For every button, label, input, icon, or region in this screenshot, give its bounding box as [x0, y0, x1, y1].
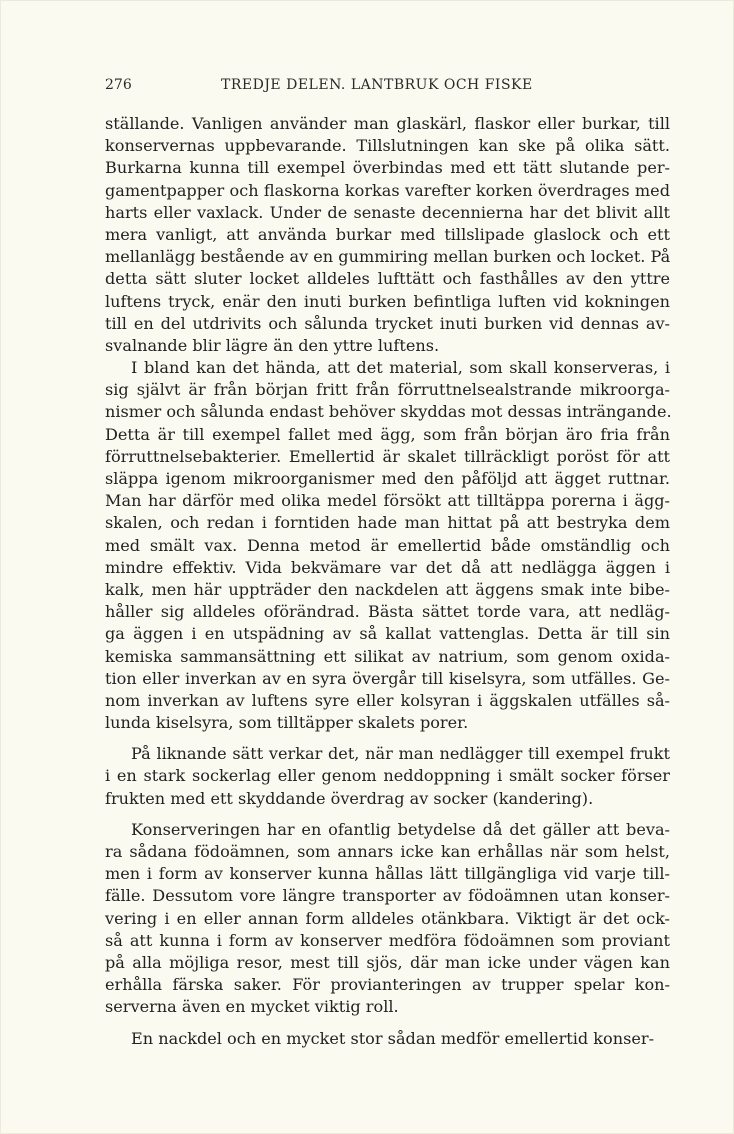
text-line: men i form av konserver kunna hållas lätt tillgängliga vid varje till- [105, 864, 670, 884]
text-line: serverna även en mycket viktig roll. [105, 997, 399, 1017]
text-line: mellanlägg bestående av en gummiring mellan burken och locket. På [105, 247, 671, 267]
text-line: till en del utdrivits och sålunda trycket inuti burken vid dennas av- [105, 313, 670, 333]
text-line: nom inverkan av luftens syre eller kolsyran i äggskalen utfälles så- [105, 690, 670, 710]
text-line: förruttnelsebakterier. Emellertid är skalet tillräckligt poröst för att [105, 446, 670, 466]
text-line: gamentpapper och flaskorna korkas varefter korken överdrages med [105, 180, 670, 200]
text-line: luftens tryck, enär den inuti burken befintliga luften vid kokningen [105, 291, 670, 311]
text-line: med smält vax. Denna metod är emellertid både omständlig och [105, 535, 670, 555]
text-line: skalen, och redan i forntiden hade man hittat på att bestryka dem [105, 513, 670, 533]
text-line: tion eller inverkan av en syra övergår till kiselsyra, som utfälles. Ge- [105, 668, 670, 688]
text-line: Konserveringen har en ofantlig betydelse då det gäller att beva- [131, 819, 670, 839]
text-line: En nackdel och en mycket stor sådan medför emellertid konser- [131, 1028, 655, 1048]
text-line: ställande. Vanligen använder man glaskärl, flaskor eller burkar, till [105, 114, 670, 133]
text-line: kemiska sammansättning ett silikat av natrium, som genom oxida- [105, 646, 670, 666]
text-line: håller sig alldeles oförändrad. Bästa sättet torde vara, att nedläg- [105, 602, 670, 622]
text-line: så att kunna i form av konserver medföra födoämnen som proviant [105, 930, 670, 950]
page-number: 276 [105, 77, 132, 93]
text-line: frukten med ett skyddande överdrag av socker (kandering). [105, 788, 594, 808]
text-line: harts eller vaxlack. Under de senaste decennierna har det blivit allt [105, 202, 670, 222]
text-line: i en stark sockerlag eller genom neddoppning i smält socker förser [105, 766, 670, 786]
text-line: sig självt är från början fritt från förruttnelsealstrande mikroorga- [105, 380, 670, 400]
text-line: ra sådana födoämnen, som annars icke kan erhållas när som helst, [105, 842, 670, 861]
text-line: Man har därför med olika medel försökt att tilltäppa porerna i ägg- [105, 491, 670, 511]
text-line: Detta är till exempel fallet med ägg, som från början äro fria från [105, 424, 670, 444]
text-line: detta sätt sluter locket alldeles lufttätt och fasthålles av den yttre [105, 269, 670, 289]
text-line: fälle. Dessutom vore längre transporter av födoämnen utan konser- [105, 886, 670, 906]
body-text [105, 113, 670, 1050]
text-line: nismer och sålunda endast behöver skyddas mot dessas inträngande. [105, 402, 672, 422]
text-line: svalnande blir lägre än den yttre luftens. [105, 335, 440, 355]
text-line: mera vanligt, att använda burkar med tillslipade glaslock och ett [105, 224, 670, 244]
text-line: Burkarna kunna till exempel överbindas med ett tätt slutande per- [105, 158, 670, 178]
text-line: erhålla färska saker. För provianteringen av trupper spelar kon- [105, 975, 670, 995]
text-line: I bland kan det hända, att det material, som skall konserveras, i [131, 358, 670, 378]
running-title: TREDJE DELEN. LANTBRUK OCH FISKE [221, 77, 533, 93]
text-line: mindre effektiv. Vida bekvämare var det då att nedlägga äggen i [105, 557, 670, 577]
text-line: kalk, men här uppträder den nackdelen att äggens smak inte bibe- [105, 579, 670, 599]
text-line: konservernas uppbevarande. Tillslutningen kan ske på olika sätt. [105, 136, 670, 156]
text-line: på alla möjliga resor, mest till sjös, där man icke under vägen kan [105, 952, 670, 972]
text-line: vering i en eller annan form alldeles otänkbara. Viktigt är det ock- [105, 908, 670, 928]
text-line: släppa igenom mikroorganismer med den påföljd att ägget ruttnar. [105, 469, 670, 488]
running-head [105, 77, 670, 97]
text-line: På liknande sätt verkar det, när man nedlägger till exempel frukt [131, 744, 670, 764]
text-line: ga äggen i en utspädning av så kallat vattenglas. Detta är till sin [105, 624, 670, 644]
text-line: lunda kiselsyra, som tilltäpper skalets porer. [105, 713, 469, 733]
